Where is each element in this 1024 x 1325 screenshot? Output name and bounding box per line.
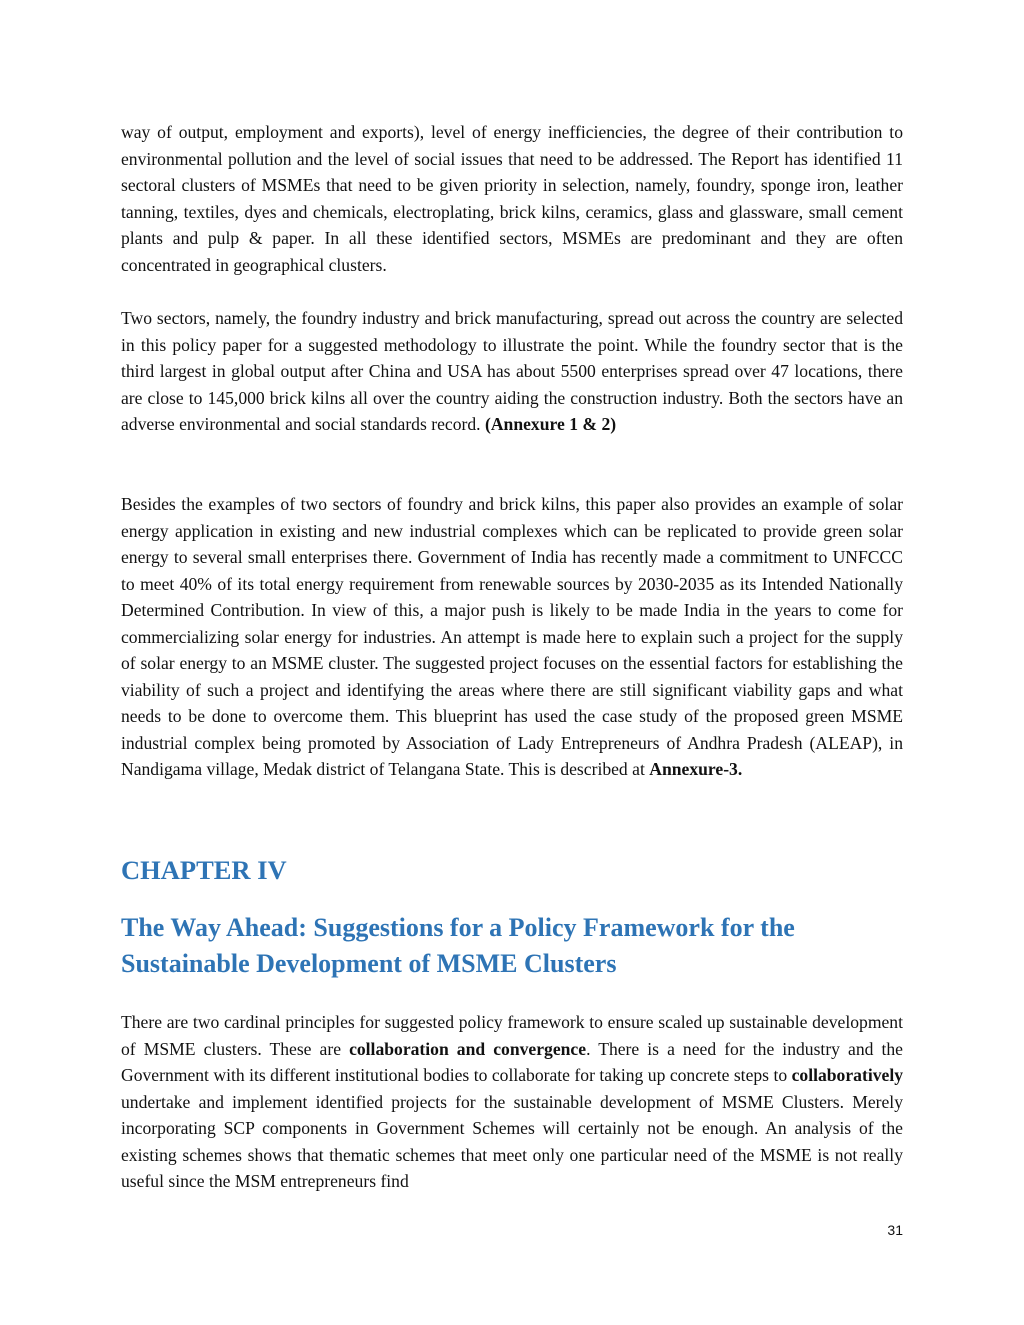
paragraph-foundry-brick [121,305,903,438]
emphasis-text: collaboratively [791,1065,903,1085]
paragraph-sectoral-clusters [121,119,903,278]
chapter-heading: CHAPTER IV [121,855,287,885]
paragraph-text: There are two cardinal principles for suggested policy framework to ensure scaled up sustainable development of MSME clusters. These are [121,1012,903,1059]
paragraph-text: . There is a need for the industry and the Government with its different institutional bodies to collaborate for taking up concrete steps to [121,1038,903,1085]
paragraph-text: Two sectors, namely, the foundry industry and brick manufacturing, spread out across the country are selected in this policy paper for a suggested methodology to illustrate the point. While the foundry sector that is the third largest in global output after China and USA has about 5500 enterprises spread over 47 locations, there are close to 145,000 brick kilns all over the country aiding the construction industry. Both the sectors have an adverse environmental and social standards record. [121,308,903,434]
paragraph-cardinal-principles [121,1009,903,1195]
annexure-reference: (Annexure 1 & 2) [484,414,617,434]
paragraph-text: Besides the examples of two sectors of foundry and brick kilns, this paper also provides an example of solar energy application in existing and new industrial complexes which can be replicated to provide green solar energy to several small enterprises there. Government of India has recently made a commitment to UNFCCC to meet 40% of its total energy requirement from renewable sources by 2030-2035 as its Intended Nationally Determined Contribution. In view of this, a major push is likely to be made India in the years to come for commercializing solar energy for industries. An attempt is made here to explain such a project for the supply of solar energy to an MSME cluster. The suggested project focuses on the essential factors for establishing the viability of such a project and identifying the areas where there are still significant viability gaps and what needs to be done to overcome them. This blueprint has used the case study of the proposed green MSME industrial complex being promoted by Association of Lady Entrepreneurs of Andhra Pradesh (ALEAP), in Nandigama village, Medak district of Telangana State. This is described at [121,494,903,779]
paragraph-text: way of output, employment and exports), level of energy inefficiencies, the degree of their contribution to environmental pollution and the level of social issues that need to be addressed. The Report has identified 11 sectoral clusters of MSMEs that need to be given priority in selection, namely, foundry, sponge iron, leather tanning, textiles, dyes and chemicals, electroplating, brick kilns, ceramics, glass and glassware, small cement plants and pulp & paper. In all these identified sectors, MSMEs are predominant and they are often concentrated in geographical clusters. [121,122,903,275]
paragraph-solar-energy [121,491,903,783]
annexure-reference: Annexure-3. [649,759,743,779]
paragraph-text: undertake and implement identified projects for the sustainable development of MSME Clusters. Merely incorporating SCP components in Government Schemes will certainly not be enough. An analysis of the existing schemes shows that thematic schemes that meet only one particular need of the MSME is not really useful since the MSM entrepreneurs find [121,1091,903,1191]
emphasis-text: collaboration and convergence [349,1038,587,1059]
chapter-title: The Way Ahead: Suggestions for a Policy Framework for the Sustainable Development of MSME Clusters [121,913,795,978]
page-number: 31 [887,1222,903,1238]
